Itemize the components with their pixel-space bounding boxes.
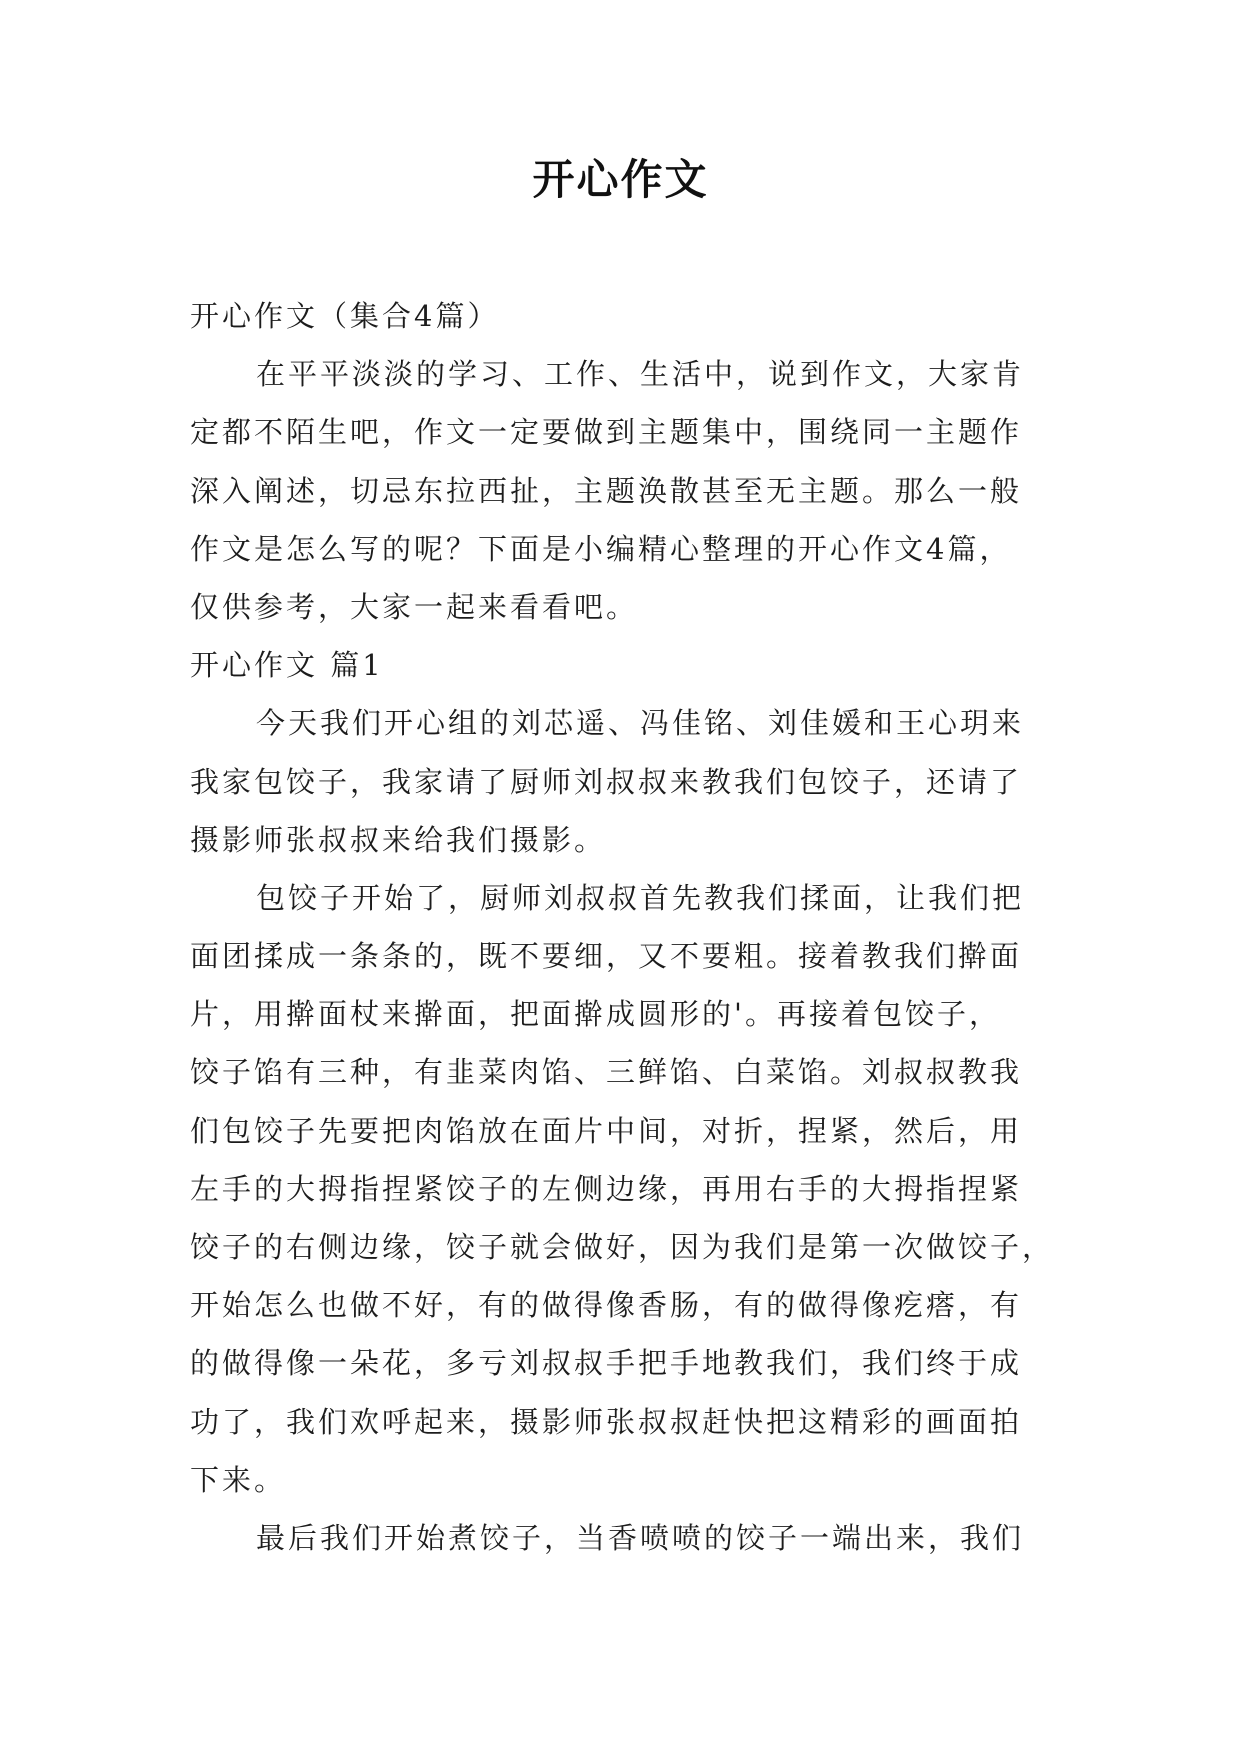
text-line: 开心作文（集合4篇） (190, 299, 500, 333)
text-line: 开始怎么也做不好，有的做得像香肠，有的做得像疙瘩，有 (190, 1288, 1023, 1323)
text-line: 功了，我们欢呼起来，摄影师张叔叔赶快把这精彩的画面拍 (190, 1404, 1023, 1439)
text-line: 深入阐述，切忌东拉西扯，主题涣散甚至无主题。那么一般 (190, 473, 1023, 508)
text-line: 饺子馅有三种，有韭菜肉馅、三鲜馅、白菜馅。刘叔叔教我 (190, 1055, 1023, 1090)
text-line: 左手的大拇指捏紧饺子的左侧边缘，再用右手的大拇指捏紧 (190, 1171, 1023, 1206)
text-line: 包饺子开始了，厨师刘叔叔首先教我们揉面，让我们把 (256, 880, 1025, 915)
text-line: 下来。 (190, 1462, 287, 1497)
document-body (190, 287, 1055, 1567)
text-line: 面团揉成一条条的，既不要细，又不要粗。接着教我们擀面 (190, 939, 1023, 974)
text-line: 仅供参考，大家一起来看看吧。 (190, 589, 639, 624)
text-line: 定都不陌生吧，作文一定要做到主题集中，围绕同一主题作 (190, 415, 1023, 450)
text-line: 的做得像一朵花，多亏刘叔叔手把手地教我们，我们终于成 (190, 1346, 1023, 1381)
text-line: 最后我们开始煮饺子，当香喷喷的饺子一端出来，我们 (256, 1520, 1025, 1555)
text-line: 摄影师张叔叔来给我们摄影。 (190, 822, 607, 857)
text-line: 饺子的右侧边缘，饺子就会做好，因为我们是第一次做饺子， (190, 1230, 1055, 1264)
text-line: 片，用擀面杖来擀面，把面擀成圆形的'。再接着包饺子， (190, 997, 1001, 1032)
text-line: 在平平淡淡的学习、工作、生活中，说到作文，大家肯 (256, 357, 1025, 392)
text-line: 今天我们开心组的刘芯遥、冯佳铭、刘佳媛和王心玥来 (256, 706, 1025, 741)
text-line: 我家包饺子，我家请了厨师刘叔叔来教我们包饺子，还请了 (190, 764, 1023, 799)
text-line: 开心作文 篇1 (190, 648, 384, 683)
document-title: 开心作文 (532, 155, 709, 204)
text-line: 作文是怎么写的呢？下面是小编精心整理的开心作文4篇， (190, 531, 1012, 566)
text-line: 们包饺子先要把肉馅放在面片中间，对折，捏紧，然后，用 (190, 1113, 1023, 1148)
